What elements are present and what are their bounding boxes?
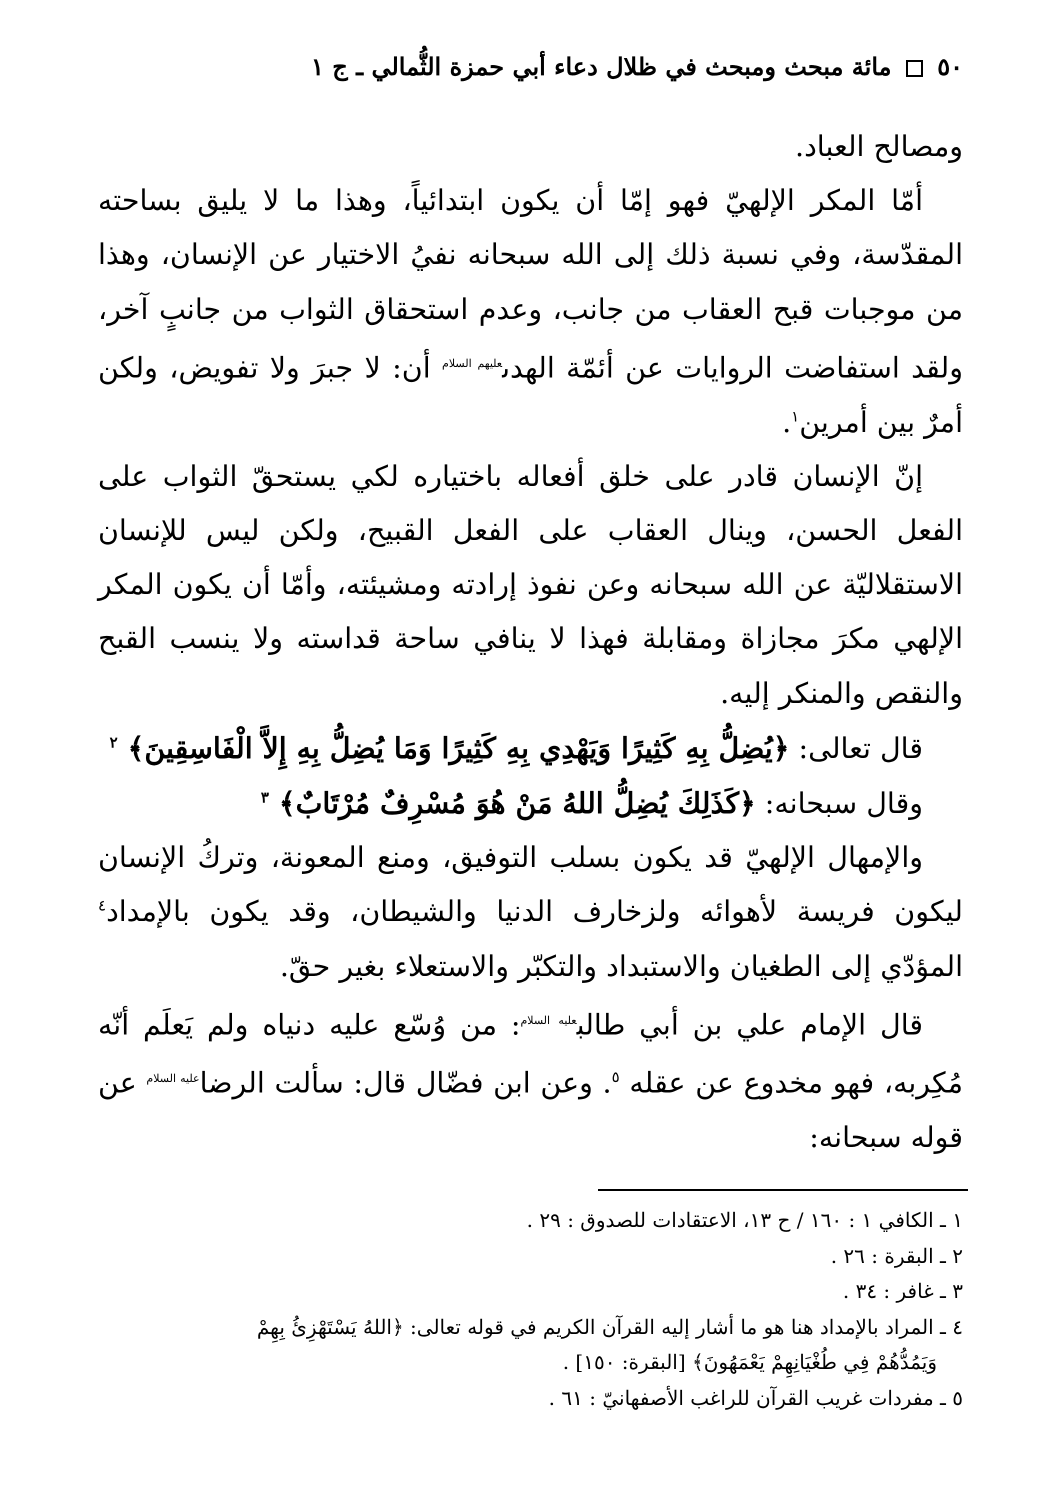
quran-quote-1: قال تعالى: ﴿يُضِلُّ بِهِ كَثِيرًا وَيَهْدِي بِهِ كَثِيرًا وَمَا يُضِلُّ بِهِ إِلاَّ الْفَاسِقِينَ﴾ $^٢$ (109, 730, 923, 765)
footnotes (98, 1203, 963, 1416)
footnote-ref-5[interactable]: ٥ (611, 1068, 620, 1087)
footnote-4: ٤ ـ المراد بالإمداد هنا هو ما أشار إليه القرآن الكريم في قوله تعالى: ﴿اللهُ يَسْتَهْزِئُ بِهِمْ (256, 1314, 963, 1339)
page-number: ٥٠ (937, 52, 963, 81)
footnote-2: ٢ ـ البقرة : ٢٦ . (830, 1243, 963, 1268)
verse-text: ﴿كَذَلِكَ يُضِلُّ اللهُ مَنْ هُوَ مُسْرِفٌ مُرْتَابٌ﴾ (278, 785, 756, 820)
footnote-ref-3[interactable]: ٣ (260, 788, 269, 807)
verse-text: ﴿يُضِلُّ بِهِ كَثِيرًا وَيَهْدِي بِهِ كَثِيرًا وَمَا يُضِلُّ بِهِ إِلاَّ الْفَاسِقِينَ﴾ (127, 730, 790, 765)
honorific-mark: عليهم السلام (442, 356, 503, 370)
quran-quote-2: وقال سبحانه: ﴿كَذَلِكَ يُضِلُّ اللهُ مَنْ هُوَ مُسْرِفٌ مُرْتَابٌ﴾ $^٣$ (260, 785, 923, 820)
footnote-5: ٥ ـ مفردات غريب القرآن للراغب الأصفهانيّ : ٦١ . (548, 1385, 963, 1410)
footnote-ref-4[interactable]: ٤ (98, 896, 107, 915)
paragraph-1: ومصالح العباد. (795, 130, 963, 163)
book-title: مائة مبحث ومبحث في ظلال دعاء أبي حمزة الثُّمالي ـ ج ١ (311, 52, 892, 81)
footnote-ref-2[interactable]: ٢ (109, 733, 118, 752)
square-bullet-icon (906, 60, 923, 77)
paragraph-3: إنّ الإنسان قادر على خلق أفعاله باختياره لكي يستحقّ الثواب على الفعل الحسن، وينال العقاب على الفعل القبيح، ولكن ليس للإنسان الاستقلاليّة عن الله سبحانه وعن نفوذ إرادته ومشيئته، وأمّا أن يكون المكر الإلهي مكرَ مجازاة ومقابلة فهذا لا ينافي ساحة قداسته ولا ينسب القبح والنقص والمنكر إليه. (98, 459, 963, 710)
main-text (98, 120, 963, 1165)
running-header (300, 52, 963, 81)
footnote-3: ٣ ـ غافر : ٣٤ . (842, 1279, 963, 1303)
footnote-4-continued: وَيَمُدُّهُمْ فِي طُغْيَانِهِمْ يَعْمَهُونَ﴾ [البقرة: ١٥٠] . (562, 1350, 937, 1374)
footnote-1: ١ ـ الكافي ١ : ١٦٠ / ح ١٣، الاعتقادات للصدوق : ٢٩ . (526, 1208, 963, 1232)
footnote-divider (598, 1189, 968, 1191)
footnote-ref-1[interactable]: ١ (791, 407, 800, 426)
paragraph-5: قال الإمام علي بن أبي طالب$^{عليه السلام}$: من وُسّع عليه دنياه ولم يَعلَم أنّه مُكِربه، فهو مخدوع عن عقله $^٥$. وعن ابن فضّال قال: سألت الرضا$^{عليه السلام}$ عن قوله سبحانه: (98, 1008, 964, 1155)
honorific-mark: عليه السلام (520, 1013, 577, 1027)
paragraph-4: والإمهال الإلهيّ قد يكون بسلب التوفيق، ومنع المعونة، وتركُ الإنسان ليكون فريسة لأهوائه ولزخارف الدنيا والشيطان، وقد يكون بالإمداد$^٤$ المؤدّي إلى الطغيان والاستبداد والتكبّر والاستعلاء بغير حقّ. (98, 841, 963, 983)
paragraph-2: أمّا المكر الإلهيّ فهو إمّا أن يكون ابتدائياً، وهذا ما لا يليق بساحته المقدّسة، وفي نسبة ذلك إلى الله سبحانه نفيُ الاختيار عن الإنسان، وهذا من موجبات قبح العقاب من جانب، وعدم استحقاق الثواب من جانبٍ آخر، ولقد استفاضت الروايات عن أئمّة الهدى$^{عليهم السلام}$ أن: لا جبرَ ولا تفويض، ولكن أمرٌ بين أمرين$^١$. (98, 184, 963, 439)
honorific-mark: عليه السلام (146, 1072, 200, 1086)
